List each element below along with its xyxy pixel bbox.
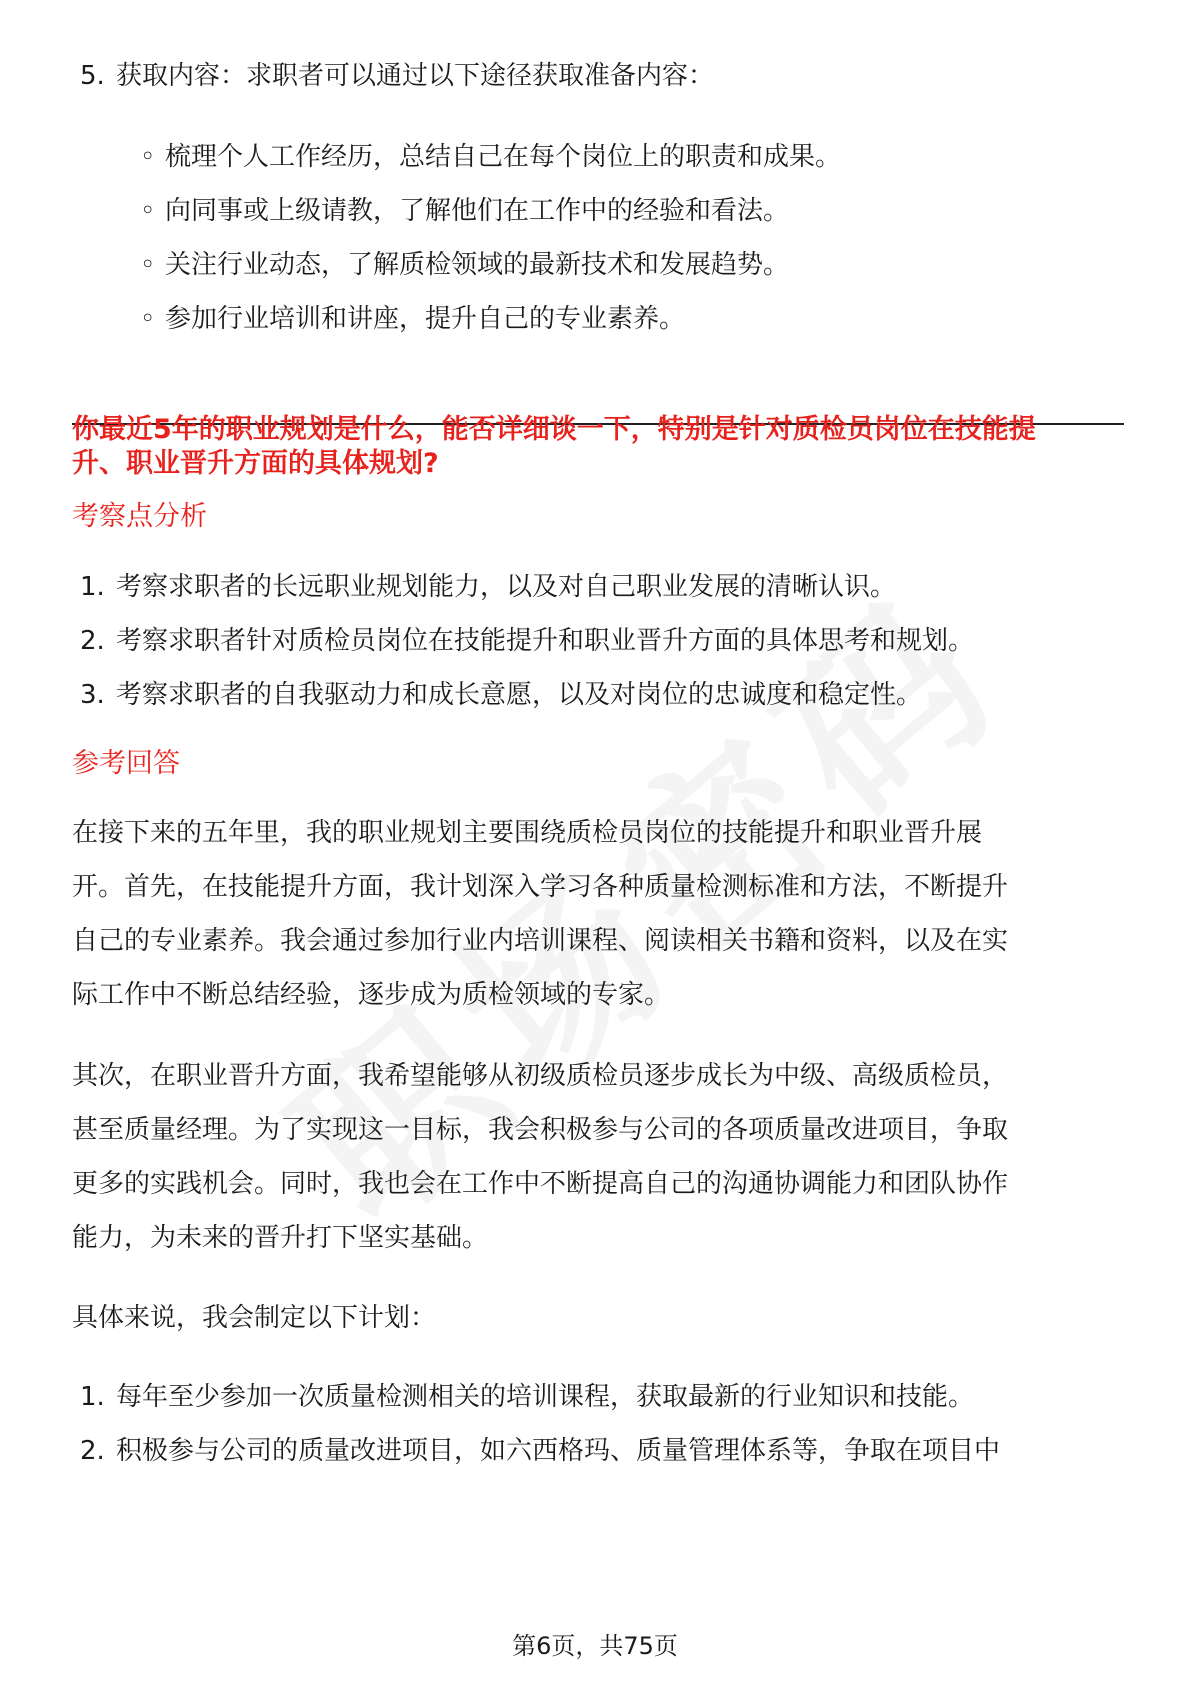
bullet-item: 关注行业动态，了解质检领域的最新技术和发展趋势。: [165, 250, 790, 280]
list-number: 2.: [80, 1436, 105, 1466]
bullet-icon: ◦: [140, 196, 156, 226]
bullet-icon: ◦: [140, 142, 156, 172]
bullet-item: 参加行业培训和讲座，提升自己的专业素养。: [165, 304, 686, 334]
analysis-item: 考察求职者的长远职业规划能力，以及对自己职业发展的清晰认识。: [116, 572, 897, 602]
analysis-item: 考察求职者针对质检员岗位在技能提升和职业晋升方面的具体思考和规划。: [116, 626, 975, 656]
list-number: 1.: [80, 572, 105, 602]
analysis-item: 考察求职者的自我驱动力和成长意愿，以及对岗位的忠诚度和稳定性。: [116, 680, 923, 710]
paragraph-line: 其次，在职业晋升方面，我希望能够从初级质检员逐步成长为中级、高级质检员，: [72, 1061, 1009, 1091]
list-item-text: 获取内容：求职者可以通过以下途径获取准备内容：: [116, 61, 715, 91]
plan-item: 积极参与公司的质量改进项目，如六西格玛、质量管理体系等，争取在项目中: [116, 1436, 1001, 1466]
page-footer: 第6页，共75页: [512, 1632, 678, 1660]
paragraph-line: 甚至质量经理。为了实现这一目标，我会积极参与公司的各项质量改进项目，争取: [72, 1115, 1009, 1145]
answer-heading: 参考回答: [72, 748, 180, 779]
list-number: 2.: [80, 626, 105, 656]
bullet-icon: ◦: [140, 250, 156, 280]
list-number: 5.: [80, 61, 105, 91]
paragraph-line: 开。首先，在技能提升方面，我计划深入学习各种质量检测标准和方法，不断提升: [72, 872, 1009, 902]
bullet-item: 梳理个人工作经历，总结自己在每个岗位上的职责和成果。: [165, 142, 842, 172]
paragraph-line: 自己的专业素养。我会通过参加行业内培训课程、阅读相关书籍和资料，以及在实: [72, 926, 1009, 956]
paragraph-line: 在接下来的五年里，我的职业规划主要围绕质检员岗位的技能提升和职业晋升展: [72, 818, 983, 848]
list-number: 1.: [80, 1382, 105, 1412]
list-number: 3.: [80, 680, 105, 710]
paragraph-line: 更多的实践机会。同时，我也会在工作中不断提高自己的沟通协调能力和团队协作: [72, 1169, 1009, 1199]
question-line-2: 升、职业晋升方面的具体规划?: [72, 448, 439, 479]
paragraph-line: 际工作中不断总结经验，逐步成为质检领域的专家。: [72, 980, 671, 1010]
question-line-1: 你最近5年的职业规划是什么，能否详细谈一下，特别是针对质检员岗位在技能提: [72, 414, 1036, 445]
paragraph-line: 具体来说，我会制定以下计划：: [72, 1303, 437, 1333]
paragraph-line: 能力，为未来的晋升打下坚实基础。: [72, 1223, 489, 1253]
bullet-item: 向同事或上级请教，了解他们在工作中的经验和看法。: [165, 196, 790, 226]
bullet-icon: ◦: [140, 304, 156, 334]
plan-item: 每年至少参加一次质量检测相关的培训课程，获取最新的行业知识和技能。: [116, 1382, 975, 1412]
analysis-heading: 考察点分析: [72, 501, 207, 532]
